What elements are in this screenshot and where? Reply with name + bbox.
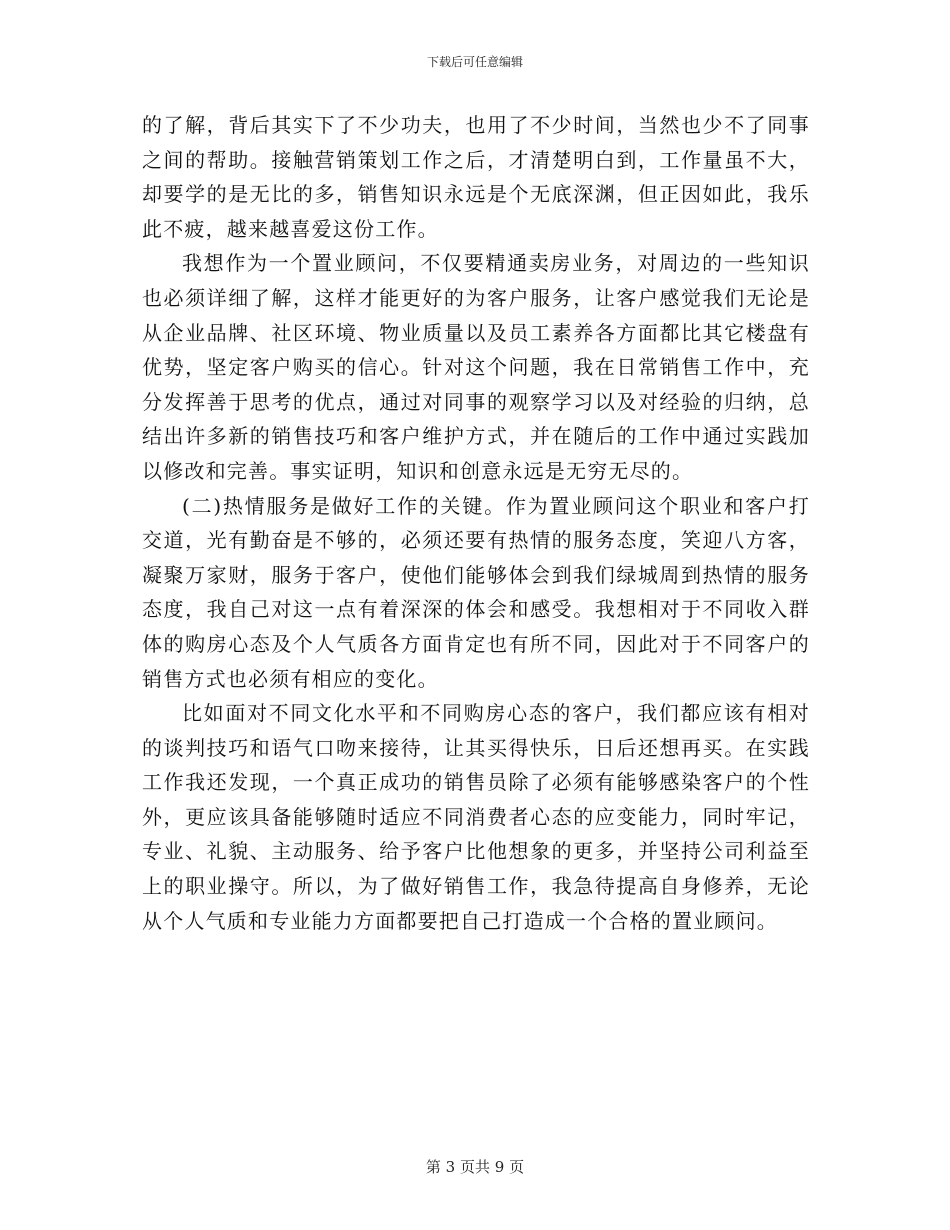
paragraph-1: 的了解，背后其实下了不少功夫，也用了不少时间，当然也少不了同事之间的帮助。接触营销策划工作之后，才清楚明白到，工作量虽不大，却要学的是无比的多，销售知识永远是个无底深渊，但正因如此，我乐此不疲，越来越喜爱这份工作。: [142, 113, 810, 241]
document-body: [142, 108, 810, 938]
page-footer: 第 3 页共 9 页: [425, 1158, 525, 1176]
page-header: 下载后可任意编辑: [426, 55, 523, 69]
paragraph-2: 我想作为一个置业顾问，不仅要精通卖房业务，对周边的一些知识也必须详细了解，这样才能更好的为客户服务，让客户感觉我们无论是从企业品牌、社区环境、物业质量以及员工素养各方面都比其它楼盘有优势，坚定客户购买的信心。针对这个问题，我在日常销售工作中，充分发挥善于思考的优点，通过对同事的观察学习以及对经验的归纳，总结出许多新的销售技巧和客户维护方式，并在随后的工作中通过实践加以修改和完善。事实证明，知识和创意永远是无穷无尽的。: [142, 251, 810, 483]
paragraph-3: (二)热情服务是做好工作的关键。作为置业顾问这个职业和客户打交道，光有勤奋是不够的，必须还要有热情的服务态度，笑迎八方客，凝聚万家财，服务于客户，使他们能够体会到我们绿城周到热情的服务态度，我自己对这一点有着深深的体会和感受。我想相对于不同收入群体的购房心态及个人气质各方面肯定也有所不同，因此对于不同客户的销售方式也必须有相应的变化。: [142, 493, 810, 691]
paragraph-4: 比如面对不同文化水平和不同购房心态的客户，我们都应该有相对的谈判技巧和语气口吻来接待，让其买得快乐，日后还想再买。在实践工作我还发现，一个真正成功的销售员除了必须有能够感染客户的个性外，更应该具备能够随时适应不同消费者心态的应变能力，同时牢记，专业、礼貌、主动服务、给予客户比他想象的更多，并坚持公司利益至上的职业操守。所以，为了做好销售工作，我急待提高自身修养，无论从个人气质和专业能力方面都要把自己打造成一个合格的置业顾问。: [142, 701, 810, 933]
